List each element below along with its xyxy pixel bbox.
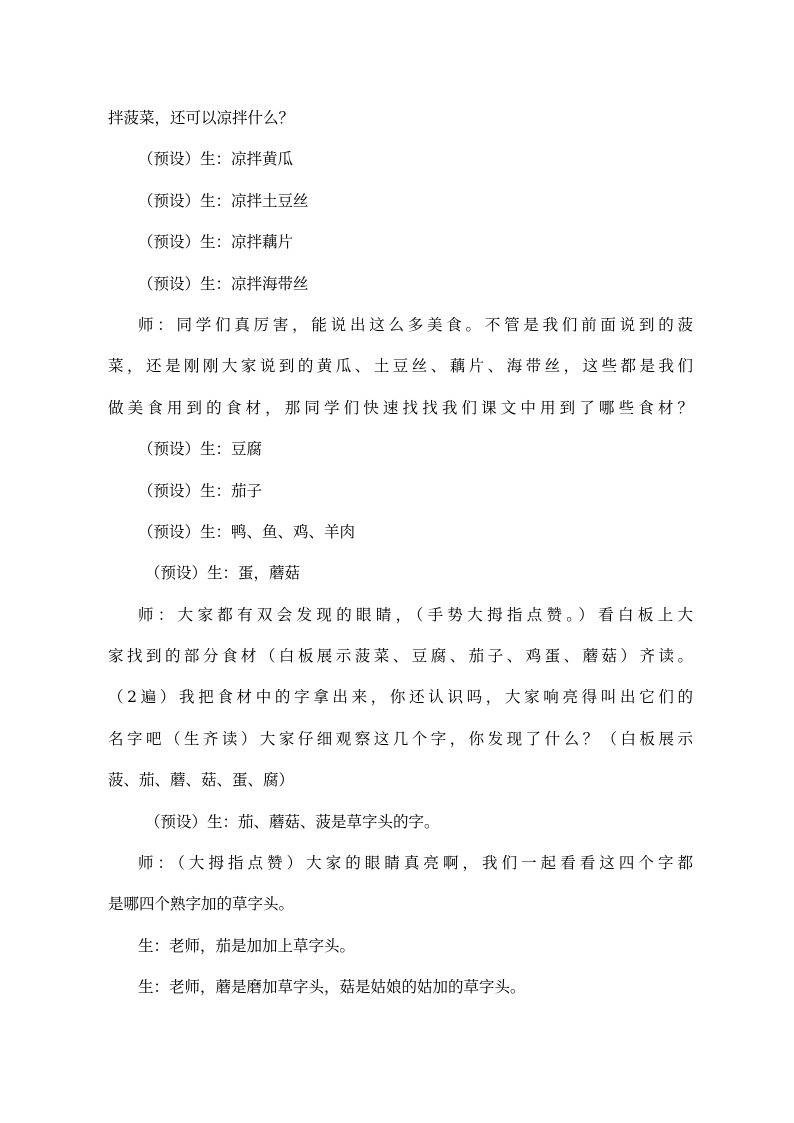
text-line: 师：同学们真厉害，能说出这么多美食。不管是我们前面说到的菠 xyxy=(138,315,693,334)
text-line: 做美食用到的食材，那同学们快速找找我们课文中用到了哪些食材？ xyxy=(108,398,693,417)
text-line: （预设）生：凉拌土豆丝 xyxy=(138,191,309,210)
text-line: 菠、茄、蘑、菇、蛋、腐） xyxy=(108,771,295,790)
text-line: （预设）生：鸭、鱼、鸡、羊肉 xyxy=(138,522,356,541)
text-line: 师：大家都有双会发现的眼睛，（手势大拇指点赞。）看白板上大 xyxy=(138,605,693,624)
text-line: 师：（大拇指点赞）大家的眼睛真亮啊，我们一起看看这四个字都 xyxy=(138,854,693,873)
text-line: 生：老师，茄是加加上草字头。 xyxy=(138,936,356,955)
text-line: （预设）生：豆腐 xyxy=(138,440,263,459)
text-line: （预设）生：茄、蘑菇、菠是草字头的字。 xyxy=(145,812,440,831)
text-line: （预设）生：蛋，蘑菇 xyxy=(145,564,301,583)
text-line: （预设）生：凉拌藕片 xyxy=(138,233,294,252)
text-line: （2遍）我把食材中的字拿出来，你还认识吗，大家响亮得叫出它们的 xyxy=(108,688,693,707)
text-line: （预设）生：凉拌海带丝 xyxy=(138,274,309,293)
text-line: 是哪四个熟字加的草字头。 xyxy=(108,895,295,914)
text-line: 菜，还是刚刚大家说到的黄瓜、土豆丝、藕片、海带丝，这些都是我们 xyxy=(108,357,693,376)
text-line: 生：老师，蘑是磨加草字头，菇是姑娘的姑加的草字头。 xyxy=(138,978,526,997)
text-line: 家找到的部分食材（白板展示菠菜、豆腐、茄子、鸡蛋、蘑菇）齐读。 xyxy=(108,647,693,666)
text-line: （预设）生：凉拌黄瓜 xyxy=(138,150,294,169)
text-line: （预设）生：茄子 xyxy=(138,481,263,500)
text-line: 拌菠菜，还可以凉拌什么？ xyxy=(108,109,295,127)
text-line: 名字吧（生齐读）大家仔细观察这几个字，你发现了什么？（白板展示 xyxy=(108,729,693,748)
lesson-text xyxy=(108,98,693,1009)
